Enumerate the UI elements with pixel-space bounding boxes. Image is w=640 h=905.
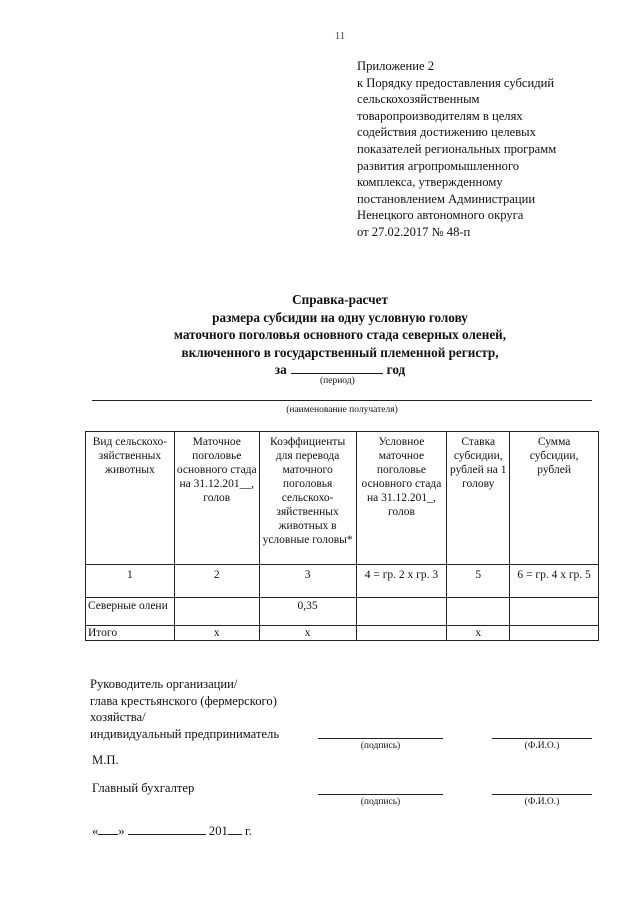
appendix-line: Ненецкого автономного округа <box>357 208 524 223</box>
date-open-quote: « <box>92 824 99 838</box>
appendix-line: содействия достижению целевых <box>357 125 536 140</box>
accountant-signature-line[interactable] <box>318 794 443 795</box>
table-header-cell: Ставка субсидии, рублей на 1 голову <box>447 432 510 565</box>
head-signature-block <box>90 676 279 742</box>
appendix-line: комплекса, утвержденному <box>357 175 503 190</box>
head-signature-line[interactable] <box>318 738 443 739</box>
table-row <box>86 626 599 641</box>
table-number-cell: 5 <box>447 565 510 598</box>
accountant-name-line[interactable] <box>492 794 592 795</box>
appendix-line: товаропроизводителям в целях <box>357 108 523 123</box>
document-title <box>60 291 620 379</box>
recipient-caption: (наименование получателя) <box>286 405 398 415</box>
head-title-line: хозяйства/ <box>90 710 146 724</box>
table-header-cell: Коэффициенты для перевода маточного поголовья сельскохо-зяйственных животных в условные головы* <box>259 432 356 565</box>
table-header-cell: Вид сельскохо-зяйственных животных <box>86 432 175 565</box>
appendix-header <box>357 58 627 241</box>
table-cell: 0,35 <box>259 598 356 626</box>
table-number-cell: 3 <box>259 565 356 598</box>
day-blank[interactable] <box>98 824 118 835</box>
table-cell[interactable] <box>174 598 259 626</box>
title-line: маточного поголовья основного стада северных оленей, <box>173 327 507 342</box>
table-header-cell: Сумма субсидии, рублей <box>510 432 599 565</box>
table-header-cell: Условное маточное поголовье основного стада на 31.12.201_, голов <box>356 432 447 565</box>
period-caption: (период) <box>320 376 355 386</box>
appendix-line: Приложение 2 <box>357 59 435 73</box>
table-cell: х <box>174 626 259 641</box>
table-number-cell: 2 <box>174 565 259 598</box>
accountant-label: Главный бухгалтер <box>92 781 195 795</box>
head-title-line: Руководитель организации/ <box>90 677 238 691</box>
head-signature-caption: (подпись) <box>360 741 401 751</box>
appendix-line: развития агропромышленного <box>357 158 520 173</box>
table-number-cell: 1 <box>86 565 175 598</box>
recipient-blank[interactable] <box>92 400 592 401</box>
head-name-line[interactable] <box>492 738 592 739</box>
head-name-caption: (Ф.И.О.) <box>524 741 560 751</box>
table-cell[interactable] <box>510 626 599 641</box>
title-line: размера субсидии на одну условную голову <box>212 309 468 325</box>
date-line <box>92 823 252 840</box>
period-blank[interactable] <box>291 361 383 374</box>
year-suffix: г. <box>244 824 252 838</box>
head-title-line: индивидуальный предприниматель <box>90 726 280 741</box>
table-header-cell: Маточное поголовье основного стада на 31.12.201__, голов <box>174 432 259 565</box>
table-header-row <box>86 432 599 565</box>
appendix-line: к Порядку предоставления субсидий <box>357 75 555 90</box>
appendix-line: от 27.02.2017 № 48-п <box>357 224 471 239</box>
appendix-line: сельскохозяйственным <box>357 92 480 107</box>
title-period-prefix: за <box>274 362 287 377</box>
accountant-signature-caption: (подпись) <box>360 797 401 807</box>
table-cell: Северные олени <box>86 598 175 626</box>
year-prefix: 201 <box>208 824 228 838</box>
table-number-row <box>86 565 599 598</box>
table-number-cell: 6 = гр. 4 х гр. 5 <box>510 565 599 598</box>
subsidy-table <box>85 431 599 641</box>
table-cell[interactable] <box>356 598 447 626</box>
table-cell[interactable] <box>447 598 510 626</box>
table-row <box>86 598 599 626</box>
title-line: Справка-расчет <box>292 292 388 307</box>
date-close-quote: » <box>118 824 125 838</box>
head-title-line: глава крестьянского (фермерского) <box>90 693 277 708</box>
title-line: включенного в государственный племенной регистр, <box>181 344 499 360</box>
stamp-label: М.П. <box>92 753 119 767</box>
table-number-cell: 4 = гр. 2 х гр. 3 <box>356 565 447 598</box>
accountant-name-caption: (Ф.И.О.) <box>524 797 560 807</box>
appendix-line: постановлением Администрации <box>357 191 536 206</box>
page-number: 11 <box>334 30 346 42</box>
table-cell: х <box>447 626 510 641</box>
table-cell[interactable] <box>510 598 599 626</box>
title-period-suffix: год <box>386 362 406 377</box>
appendix-line: показателей региональных программ <box>357 141 557 156</box>
year-blank[interactable] <box>228 824 242 835</box>
month-blank[interactable] <box>128 824 206 835</box>
table-cell[interactable] <box>356 626 447 641</box>
table-cell: Итого <box>86 626 175 641</box>
table-cell: х <box>259 626 356 641</box>
